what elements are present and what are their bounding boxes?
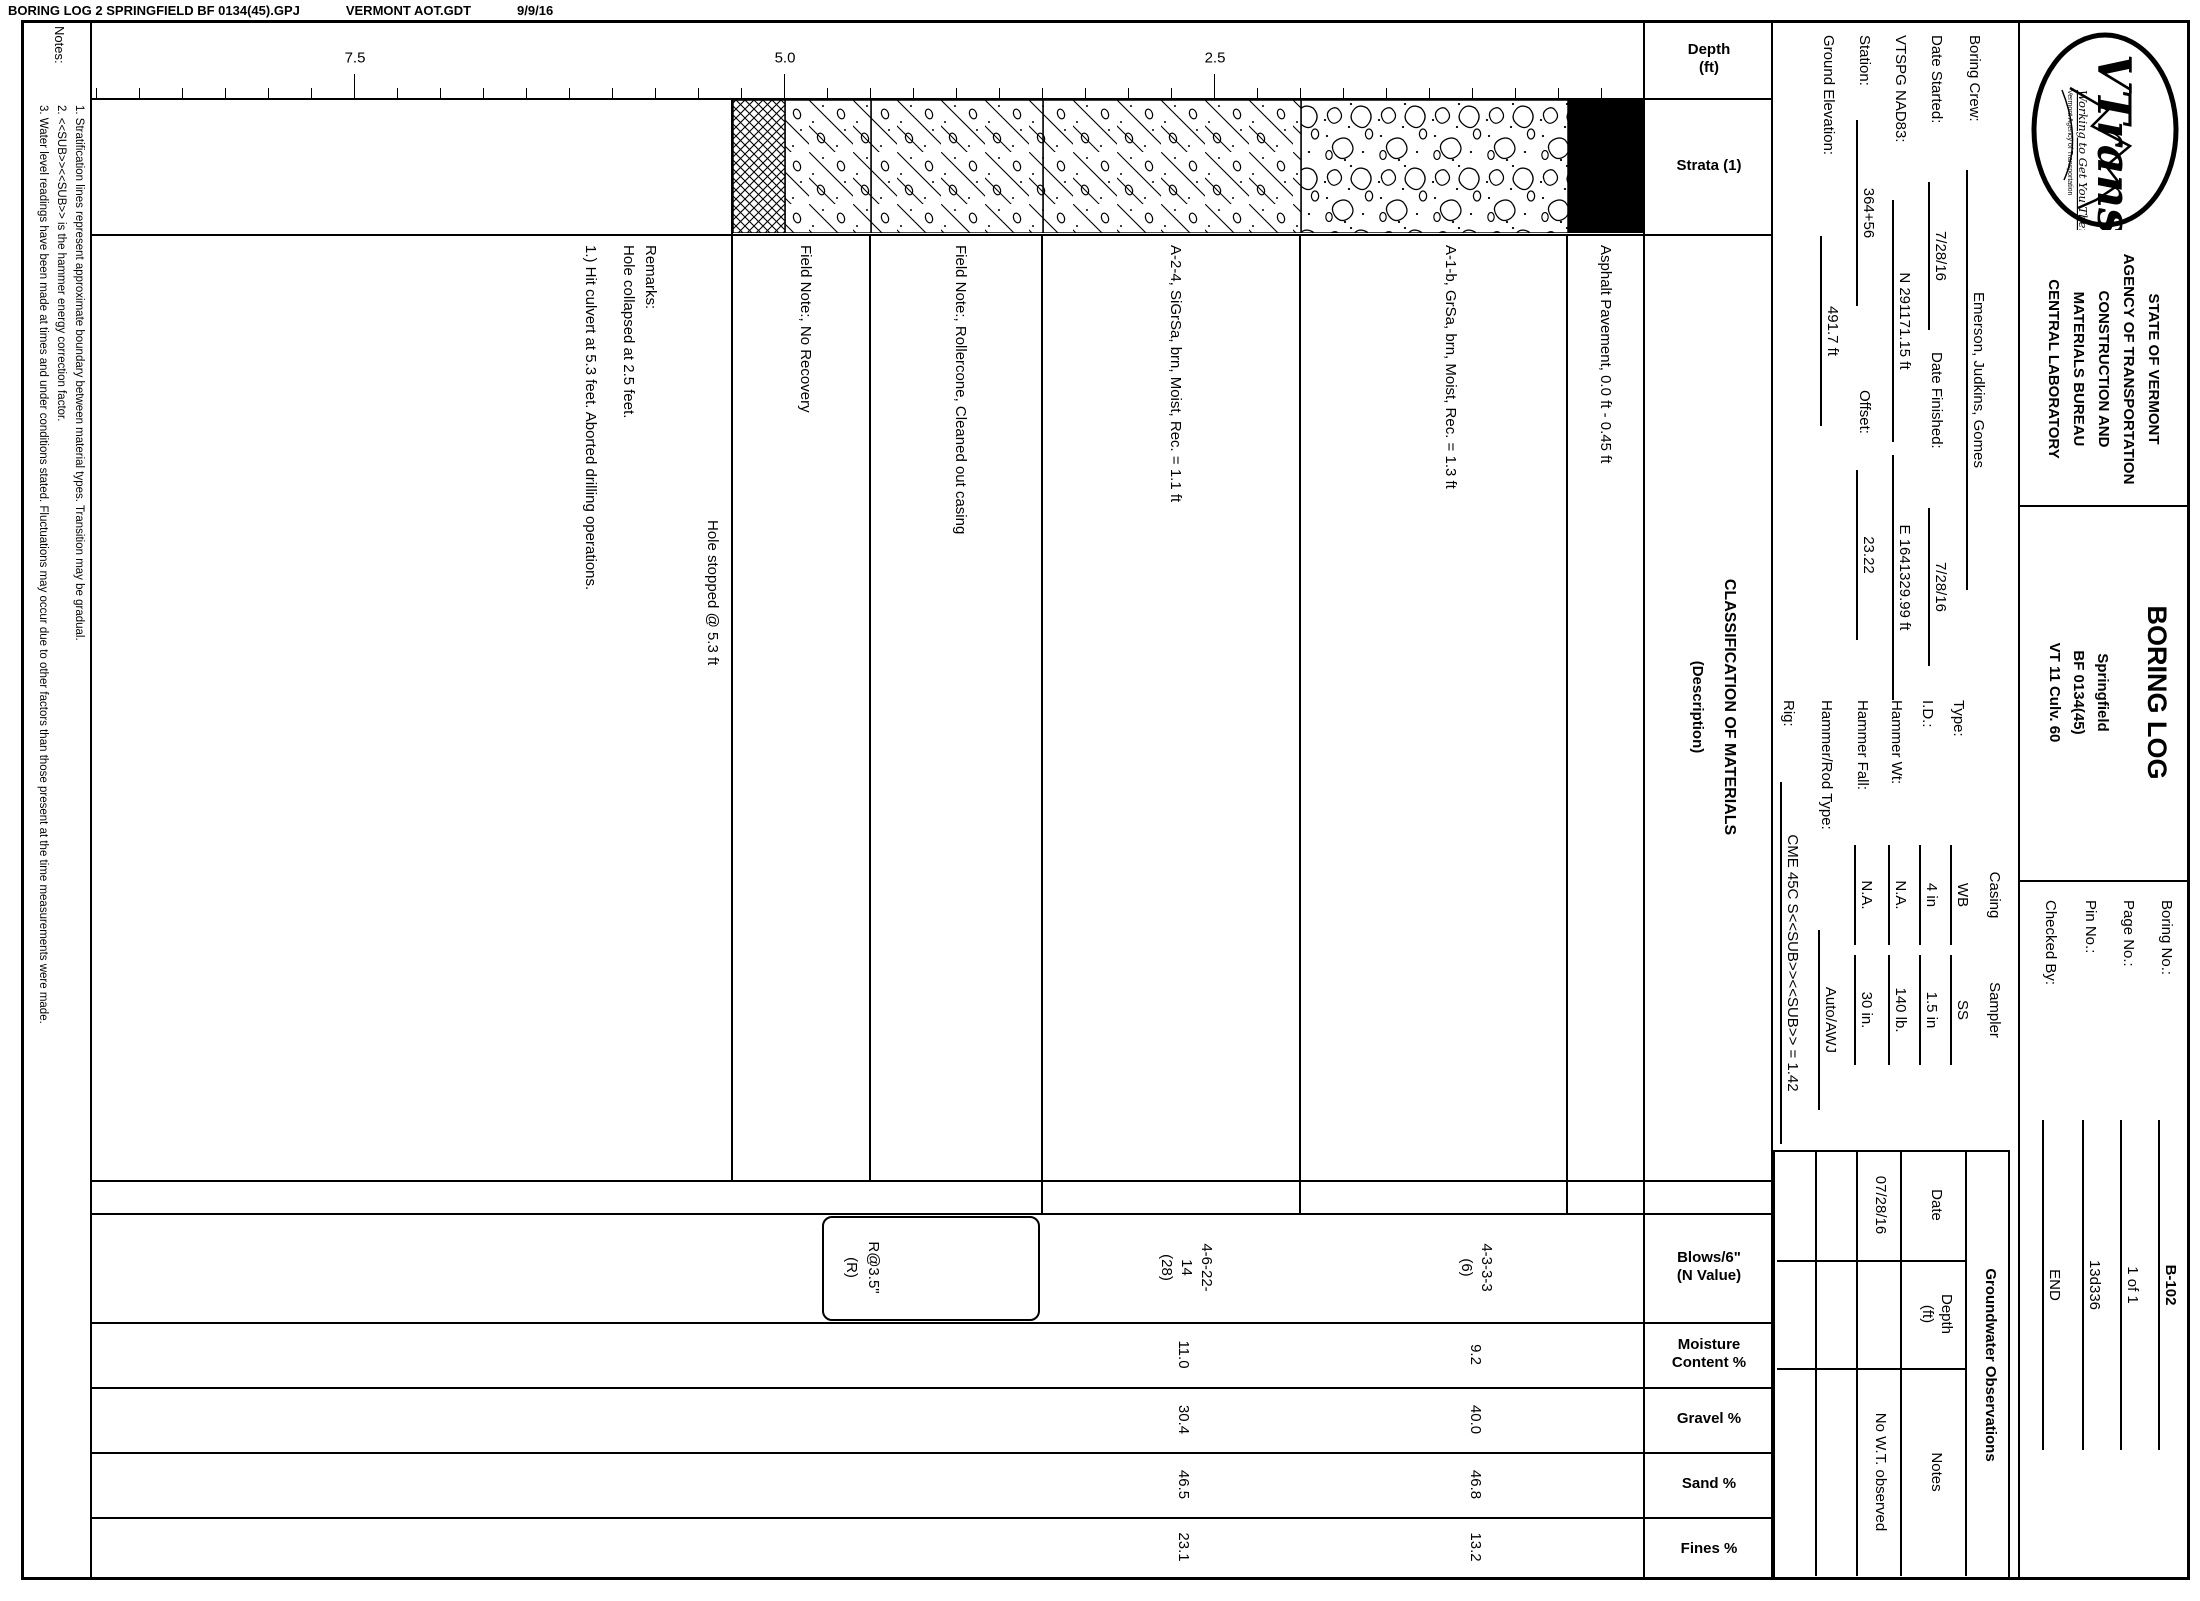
depth-tick-minor	[1085, 88, 1086, 98]
depth-tick-minor	[569, 88, 570, 98]
footer-note-1: 1. Stratification lines represent approximate boundary between material types. Transition may be gradual.	[73, 105, 85, 641]
vtrans-logo	[2023, 30, 2182, 230]
groundwater-line	[1965, 1150, 1967, 1576]
col-header-classification: CLASSIFICATION OF MATERIALS	[1721, 578, 1738, 836]
depth-tick-minor	[655, 88, 656, 98]
ground-elev-label: Ground Elevation:	[1820, 35, 1837, 156]
s3-blows-1: R@3.5"	[865, 1241, 882, 1294]
notes-label: Notes:	[52, 26, 67, 64]
boring-crew-value: Emerson, Judkins, Gomes	[1966, 170, 1988, 590]
depth-tick-major	[354, 74, 355, 98]
gw-row-date: 07/28/16	[1872, 1175, 1889, 1235]
gw-row-notes: No W.T. observed	[1872, 1412, 1889, 1532]
page-no-label: Page No.:	[2120, 900, 2137, 967]
strata-asphalt	[1568, 100, 1645, 233]
agency-block	[2041, 240, 2166, 498]
agency-line: STATE OF VERMONT	[2145, 293, 2162, 445]
depth-tick-minor	[913, 88, 914, 98]
agency-line: MATERIALS BUREAU	[2070, 291, 2087, 447]
depth-tick-minor	[139, 88, 140, 98]
depth-tick-minor	[1558, 88, 1559, 98]
table-top-line	[1771, 20, 1773, 1577]
layer-desc-norecovery: Field Note:, No Recovery	[797, 245, 814, 413]
depth-tick-minor	[999, 88, 1000, 98]
layer-line-20	[1299, 234, 1301, 1180]
rig-value: CME 45C S<<SUB>><<SUB>> = 1.42	[1780, 782, 1802, 1144]
depth-label-5-0: 5.0	[774, 49, 796, 67]
remark-2: 1.) Hit culvert at 5.3 feet. Aborted drilling operations.	[582, 245, 599, 591]
logo-tagline: Working to Get You There	[2076, 90, 2090, 230]
col-header-fines: Fines %	[1680, 1540, 1738, 1557]
station-value: 364+56	[1856, 120, 1878, 306]
gw-depth-header: Depth	[1938, 1293, 1955, 1335]
layer-line-35	[1041, 234, 1043, 1180]
s3-blows-2: (R)	[843, 1257, 860, 1278]
col-header-blows: Blows/6" (N Value)	[1676, 1249, 1742, 1284]
depth-tick-minor	[612, 88, 613, 98]
depth-tick-minor	[96, 88, 97, 98]
gw-date-header: Date	[1928, 1189, 1945, 1221]
layer-desc-a24: A-2-4, SiGrSa, brn, Moist, Rec. = 1.1 ft	[1167, 245, 1184, 503]
project-line: Springfield	[2094, 653, 2111, 732]
type-casing: WB	[1950, 845, 1972, 945]
col-header-sand: Sand %	[1681, 1475, 1737, 1492]
checked-by-value: END	[2042, 1120, 2064, 1450]
strata-column	[728, 100, 1645, 233]
hammer-fall-casing: N.A.	[1854, 845, 1876, 945]
s2-blows-1: 4-6-22-	[1198, 1243, 1215, 1292]
header-divider	[2018, 20, 2020, 1577]
strata-silty-1	[1043, 100, 1301, 233]
s2-blows-3: (28)	[1158, 1254, 1175, 1281]
boring-crew-label: Boring Crew:	[1966, 35, 1983, 122]
stamp-date: 9/9/16	[517, 3, 554, 18]
sample-line-1	[1566, 1180, 1568, 1213]
layer-desc-asphalt: Asphalt Pavement, 0.0 ft - 0.45 ft	[1597, 245, 1614, 464]
date-started-value: 7/28/16	[1928, 182, 1950, 330]
groundwater-title: Groundwater Observations	[1982, 1268, 1999, 1462]
layer-line-45	[869, 234, 871, 1180]
project-line: VT 11 Culv. 60	[2046, 642, 2063, 743]
agency-line: CENTRAL LABORATORY	[2045, 279, 2062, 459]
logo-sub: Vermont Agency of Transportation	[2066, 90, 2073, 196]
ground-elev-value: 491.7 ft	[1820, 236, 1842, 426]
type-sampler: SS	[1950, 955, 1972, 1065]
col-line-gravel	[92, 1387, 1773, 1389]
depth-tick-minor	[1601, 88, 1602, 98]
sample-line-3	[1041, 1180, 1043, 1213]
groundwater-row-line	[1856, 1150, 1858, 1576]
id-label: I.D.:	[1919, 700, 1936, 728]
date-finished-label: Date Finished:	[1928, 352, 1945, 449]
col-line-sand	[92, 1452, 1773, 1454]
s2-sand: 46.5	[1175, 1469, 1192, 1500]
col-line-blows	[92, 1213, 1773, 1215]
table-bottom-line	[90, 20, 92, 1577]
date-started-label: Date Started:	[1928, 35, 1945, 124]
depth-tick-minor	[526, 88, 527, 98]
depth-tick-minor	[1257, 88, 1258, 98]
depth-tick-minor	[1429, 88, 1430, 98]
page-no-value: 1 of 1	[2120, 1120, 2142, 1450]
col-header-gravel: Gravel %	[1676, 1410, 1742, 1427]
depth-tick-minor	[1343, 88, 1344, 98]
pin-no-value: 13d336	[2082, 1120, 2104, 1450]
depth-tick-minor	[1515, 88, 1516, 98]
project-line: BF 0134(45)	[2070, 650, 2087, 735]
hammer-wt-sampler: 140 lb.	[1888, 955, 1910, 1065]
col-line-class	[92, 1180, 1773, 1182]
col-line-strata	[92, 234, 1773, 236]
station-label: Station:	[1856, 35, 1873, 86]
depth-tick-minor	[956, 88, 957, 98]
strata-crosshatch	[733, 100, 785, 233]
depth-tick-minor	[870, 88, 871, 98]
table-header-bottom-line	[1643, 20, 1645, 1577]
s2-moisture: 11.0	[1175, 1340, 1192, 1369]
pin-no-label: Pin No.:	[2082, 900, 2099, 954]
groundwater-row-line	[1900, 1150, 1902, 1576]
strata-silty-2	[871, 100, 1043, 233]
boring-no-value: B-102	[2158, 1120, 2180, 1450]
depth-tick-minor	[1472, 88, 1473, 98]
footer-note-3: 3. Water level readings have been made at times and under conditions stated. Fluctuations may occur due to other factors than those present at the time measurements were made.	[37, 105, 49, 1024]
rod-type-label: Hammer/Rod Type:	[1818, 700, 1835, 830]
depth-tick-minor	[698, 88, 699, 98]
date-finished-value: 7/28/16	[1928, 508, 1950, 666]
depth-tick-major	[1214, 74, 1215, 98]
depth-tick-minor	[1171, 88, 1172, 98]
col-line-fines	[92, 1517, 1773, 1519]
s1-fines: 13.2	[1467, 1532, 1484, 1562]
sample-line-2	[1299, 1180, 1301, 1213]
id-casing: 4 in	[1919, 845, 1941, 945]
depth-tick-major	[784, 74, 785, 98]
col-header-description: (Description)	[1689, 660, 1706, 754]
sampler-col-header: Sampler	[1986, 982, 2003, 1038]
col-header-moisture: Moisture Content %	[1671, 1336, 1747, 1371]
agency-line: AGENCY OF TRANSPORTATION	[2120, 253, 2137, 485]
layer-desc-a1b: A-1-b, GrSa, brn, Moist, Rec. = 1.3 ft	[1442, 245, 1459, 489]
layer-desc-rollercone: Field Note:, Rollercone, Cleaned out casing	[952, 245, 969, 535]
depth-tick-minor	[827, 88, 828, 98]
s1-gravel: 40.0	[1467, 1404, 1484, 1435]
groundwater-row-line	[1815, 1150, 1817, 1576]
project-block	[2042, 505, 2114, 880]
type-label: Type:	[1950, 700, 1967, 737]
depth-tick-minor	[225, 88, 226, 98]
depth-tick-minor	[741, 88, 742, 98]
vtspg-label: VTSPG NAD83:	[1892, 35, 1909, 143]
depth-tick-minor	[1128, 88, 1129, 98]
col-header-strata: Strata (1)	[1676, 157, 1742, 174]
file-stamp	[8, 3, 599, 18]
s1-moisture: 9.2	[1467, 1344, 1484, 1365]
depth-tick-minor	[397, 88, 398, 98]
hammer-wt-casing: N.A.	[1888, 845, 1910, 945]
depth-tick-minor	[311, 88, 312, 98]
col-line-moisture	[92, 1322, 1773, 1324]
col-header-depth: Depth (ft)	[1687, 41, 1731, 76]
s2-gravel: 30.4	[1175, 1404, 1192, 1435]
header-vline-2	[2020, 880, 2190, 882]
rig-label: Rig:	[1780, 700, 1797, 727]
casing-col-header: Casing	[1986, 871, 2003, 919]
hammer-fall-sampler: 30 in.	[1854, 955, 1876, 1065]
remarks-title: Remarks:	[642, 245, 659, 310]
gw-notes-header: Notes	[1928, 1452, 1945, 1492]
s1-blows-1: 4-3-3-3	[1478, 1243, 1495, 1292]
rod-type-value: Auto/AWJ	[1818, 930, 1840, 1110]
remark-1: Hole collapsed at 2.5 feet.	[620, 245, 637, 419]
id-sampler: 1.5 in	[1919, 955, 1941, 1065]
depth-tick-minor	[1386, 88, 1387, 98]
gw-depth-header-2: (ft)	[1919, 1304, 1936, 1324]
offset-value: 23.22	[1856, 470, 1878, 640]
s1-blows-2: (6)	[1458, 1258, 1475, 1277]
s1-sand: 46.8	[1467, 1469, 1484, 1500]
depth-label-7-5: 7.5	[344, 49, 366, 67]
s2-blows-2: 14	[1178, 1259, 1195, 1276]
depth-label-2-5: 2.5	[1204, 49, 1226, 67]
hammer-wt-label: Hammer Wt:	[1888, 700, 1905, 785]
depth-tick-minor	[1042, 88, 1043, 98]
s2-fines: 23.1	[1175, 1532, 1192, 1562]
groundwater-box	[1773, 1150, 2010, 1580]
hole-stopped-note: Hole stopped @ 5.3 ft	[704, 520, 721, 666]
footer-note-2: 2. <<SUB>><<SUB>> is the hammer energy correction factor.	[55, 105, 67, 422]
depth-tick-minor	[1300, 88, 1301, 98]
northing-value: N 291171.15 ft	[1892, 200, 1914, 442]
agency-line: CONSTRUCTION AND	[2095, 290, 2112, 448]
depth-tick-minor	[268, 88, 269, 98]
stamp-file: BORING LOG 2 SPRINGFIELD BF 0134(45).GPJ	[8, 3, 300, 18]
depth-tick-minor	[440, 88, 441, 98]
page-title: BORING LOG	[2142, 605, 2172, 780]
stamp-template: VERMONT AOT.GDT	[345, 3, 472, 18]
strata-silty-3	[785, 100, 871, 233]
depth-tick-minor	[483, 88, 484, 98]
layer-line-045	[1566, 234, 1568, 1180]
svg-text:VTrans: VTrans	[2087, 54, 2141, 230]
layer-line-53	[731, 100, 733, 1180]
depth-tick-minor	[182, 88, 183, 98]
boring-no-label: Boring No.:	[2158, 900, 2175, 976]
strata-gravel	[1301, 100, 1568, 233]
checked-by-label: Checked By:	[2042, 900, 2059, 986]
hammer-fall-label: Hammer Fall:	[1854, 700, 1871, 791]
offset-label: Offset:	[1856, 390, 1873, 434]
easting-value: E 1641329.99 ft	[1892, 455, 1914, 700]
